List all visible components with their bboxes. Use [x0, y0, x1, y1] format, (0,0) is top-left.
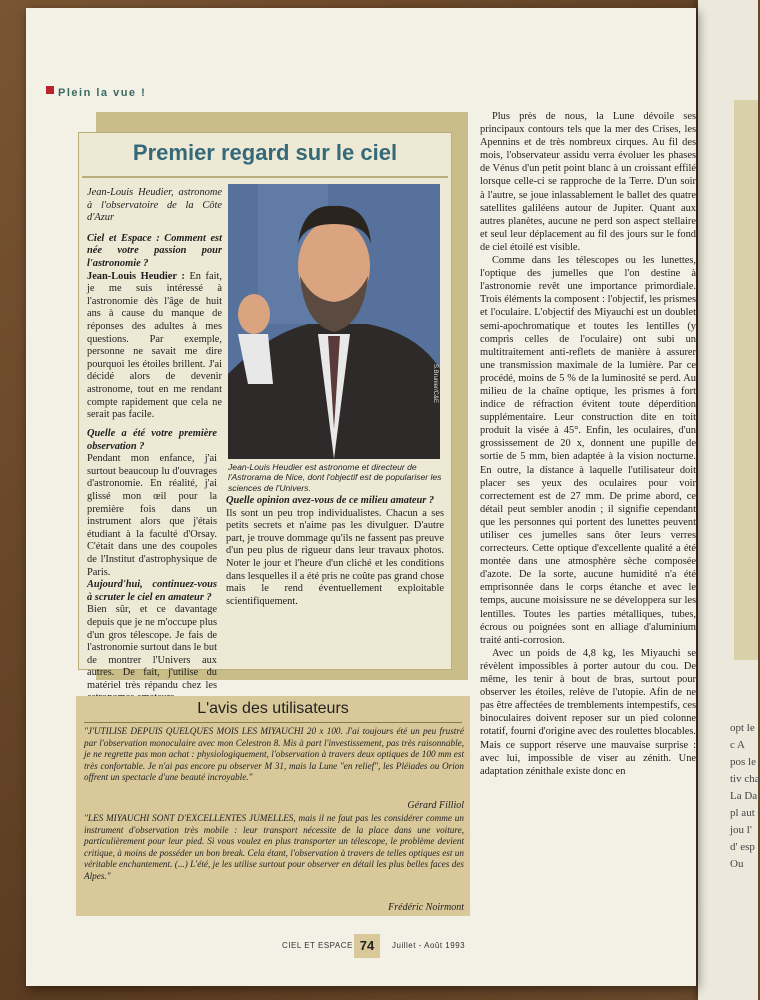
section-label: Plein la vue !: [58, 87, 147, 99]
user-author-2: Frédéric Noirmont: [388, 902, 464, 913]
answer-1: [87, 271, 222, 422]
answer-4: Ils sont un peu trop individualistes. Chacun a ses petits secrets et n'aime pas les divulguer. D'autre part, je trouve dommage qu'ils ne fassent pas preuve d'un peu plus de rigueur dans leur travaux photos. Noter le jour et l'heure d'un cliché et les conditions dans lesquelles il a été pris ne coûte pas grand chose mais le rend éventuellement exploitable scientifiquement.: [226, 507, 444, 607]
user-quote-2: "LES MIYAUCHI SONT D'EXCELLENTES JUMELLES, mais il ne faut pas les considérer comme un instrument d'observation très mobile : leur transport nécessite de la place dans une voiture, particulièrement pour leur pied. Si vous voulez en plus transporter un télescope, le problème devient critique, à moins de posséder un bon break. Cela étant, l'observation à travers de telles optiques est un véritable enchantement. (...) L'été, je les utilise surtout pour observer en détail les plus belles faces des Alpes.": [84, 813, 464, 881]
article-paragraph-2: Comme dans les télescopes ou les lunettes, l'optique des jumelles que l'on destine à l'astronomie revêt une importance primordiale. Trois éléments la composent : l'objectif, les prismes et l'oculaire. L'objectif des Miyauchi est un doublet semi-apochromatique et toutes les lentilles (y compris celles de l'oculaire) ont subi un multitraitement anti-reflets de manière à assurer une transmission maximale de la lumière. Par ce procédé, moins de 5 % de la luminosité se perd. Au milieu de la chaîne optique, les prismes à fort indice de réfraction évitent toute déperdition supplémentaire. Leur construction dite en toit produit la visée à 45°. Enfin, les oculaires, d'un grossissement de 20 x, donnent une pupille de sortie de 5 mm, bien adaptée à la vision nocturne. En outre, la distance à laquelle l'utilisateur doit placer ses yeux des oculaires pour voir correctement est de 27 mm. De prime abord, ce détail peut sembler anodin ; il signifie cependant que les personnes qui portent des lunettes peuvent utiliser ces jumelles sans ôter leurs verres correcteurs. Cette optique d'excellente qualité a été montée dans une atmosphère sèche composée d'azote. De la sorte, aucune humidité n'a été emprisonnée dans le corps étanche et avec le temps, aucune moisissure ne se développera sur les lentilles. Toutes les parties métalliques, tubes, écrous ou poignées sont en alliage d'aluminium traité anti-corrosion.: [480, 255, 696, 646]
interview-intro: Jean-Louis Heudier, astronome à l'observatoire de la Côte d'Azur: [87, 187, 222, 224]
interview-column-right: [226, 495, 444, 608]
article-column: [480, 110, 696, 778]
user-author-1: Gérard Filliol: [407, 800, 464, 811]
section-tag: [46, 86, 146, 99]
interview-title: Premier regard sur le ciel: [132, 140, 398, 165]
next-page-text: opt le c A pos le tiv cha La Da pl aut jou l' d' esp Ou: [730, 722, 760, 870]
portrait-photo: [228, 184, 440, 459]
portrait-illustration: [228, 184, 440, 459]
question-2: Quelle a été votre première observation ?: [87, 428, 217, 452]
footer-magazine: CIEL ET ESPACE: [282, 941, 353, 950]
users-divider: [84, 722, 462, 723]
users-title: L'avis des utilisateurs: [197, 700, 349, 717]
interview-column-left: [87, 187, 222, 422]
question-4: Quelle opinion avez-vous de ce milieu amateur ?: [226, 495, 435, 506]
answer-2: Pendant mon enfance, j'ai surtout beaucoup lu d'ouvrages d'astronomie. En réalité, j'ai glissé mon œil pour la première fois dans un instrument alors que j'étais étudiant à la faculté d'Orsay. C'était dans une des coupoles de l'Institut d'astrophysique de Paris.: [87, 453, 217, 578]
article-paragraph-1: Plus près de nous, la Lune dévoile ses principaux contours tels que la mer des Crises, les Apennins et de très nombreux cirques. Au fil des mois, l'observateur assidu verra évoluer les phases de Vénus d'un petit point blanc à un croissant effilé lorsque celle-ci se rapproche de la Terre. D'un soir à l'autre, se joue inlassablement le ballet des quatre satellites galiléens autour de Jupiter. Quant aux autres planètes, aucune ne perd son aspect stellaire et seul leur déplacement au fil des jours sur le fond de ciel étoilé est visible.: [480, 111, 696, 253]
speaker-name: Jean-Louis Heudier :: [87, 270, 185, 282]
red-square-icon: [46, 86, 54, 94]
article-paragraph-3: Avec un poids de 4,8 kg, les Miyauchi se révèlent impossibles à porter autour du cou. De même, les tenir à bout de bras, surtout pour observer les étoiles, relève de l'utopie. Afin de ne pas être affectées de tremblements intempestifs, ces binoculaires doivent reposer sur un pied colonne rotatif, fourni d'origine avec des roulettes blocables. Mais ce support réserve une mauvaise surprise : avec lui, impossible de viser au zénith. Une adaptation zénithale existe donc en: [480, 647, 696, 777]
next-page-edge: [698, 0, 758, 1000]
user-quote-1: "J'UTILISE DEPUIS QUELQUES MOIS LES MIYAUCHI 20 x 100. J'ai toujours été un peu frustré par l'observation monoculaire avec mon Celestron 8. Mis à part l'investissement, pas très raisonnable, je ne regrette pas mon achat : physiologiquement, l'observation à travers deux optiques de 100 mm est très confortable. Je n'ai pas encore pu observer M 31, mais la Lune "en relief", les Pléiades ou Orion offrent un spectacle d'une beauté incroyable.": [84, 726, 464, 783]
answer-3: Bien sûr, et ce davantage depuis que je ne m'occupe plus d'un gros télescope. Je fais de l'astronomie surtout dans le but de montrer l'Univers aux autres. De fait, j'utilise du matériel très répandu chez les: [87, 604, 218, 691]
title-divider: [82, 176, 448, 178]
question-3: Aujourd'hui, continuez-vous à scruter le ciel en amateur ?: [87, 579, 217, 603]
photo-caption: Jean-Louis Heudier est astronome et directeur de l'Astrorama de Nice, dont l'objectif est de populariser les sciences de l'Univers.: [228, 462, 442, 493]
footer-issue: Juillet - Août 1993: [392, 941, 466, 950]
page-number: 74: [354, 934, 380, 958]
interview-column-left-lower: [87, 428, 217, 705]
answer-1-text: En fait, je me suis intéressé à l'astronomie dès l'âge de huit ans à cause du manque de réponses des adultes à mes questions. Par exemple, personne ne savait me dire pourquoi les étoiles brillent. J'ai décidé alors de devenir astronome, tout en me rendant compte rapidement que cela ne serait pas facile.: [87, 270, 222, 421]
question-1: Ciel et Espace : Comment est née votre passion pour l'astronomie ?: [87, 232, 222, 269]
next-page-column: [734, 100, 758, 660]
photo-credit: S.Brunier/C&E: [432, 364, 438, 404]
